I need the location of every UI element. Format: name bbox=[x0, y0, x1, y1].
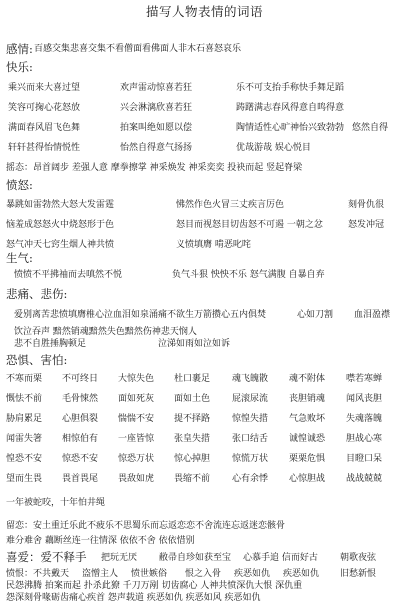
beishang-line: 心如刀割 bbox=[297, 310, 334, 320]
beishang-line: 爱别离苦悲愤填膺椎心泣血泪如泉涌痛不欲生万箭攒心五内俱焚 bbox=[14, 310, 267, 320]
fenkai-line: 疾恶如仇 bbox=[283, 569, 320, 579]
liulian-line: 留恋：安土重迁乐此不疲乐不思蜀乐而忘返恋恋不舍流连忘返迷恋骸骨 bbox=[6, 521, 286, 531]
shentai-line: 摇态：昂首阔步 差强人意 摩拳擦掌 神采焕发 神采奕奕 投袂而起 竖起脊梁 bbox=[6, 163, 303, 173]
kongju-word: 惊心掉胆 bbox=[174, 454, 211, 464]
fenkai-line: 民怨沸腾 拍案而起 扑杀此獠 千刀万剐 切齿腐心 人神共愤深仇大恨 深仇重 bbox=[6, 581, 303, 591]
kongju-word: 不可终日 bbox=[62, 374, 99, 384]
shengqi-line: 愤愤不平拂袖而去嗔然不悦 bbox=[14, 270, 123, 280]
xiai-line: 朝歌夜弦 bbox=[340, 553, 377, 563]
kongju-word: 惊恐不安 bbox=[62, 454, 99, 464]
fennu-word: 暴跳如雷勃然大怒大发雷霆 bbox=[6, 200, 115, 210]
shengqi-line: 负气斗狠 怏怏不乐 怒气满腹 自暴自弃 bbox=[172, 270, 325, 280]
kuaile-word: 满面春风眉飞色舞 bbox=[8, 123, 81, 133]
kongju-word: 张皇失措 bbox=[174, 434, 211, 444]
kongju-word: 失魂落魄 bbox=[346, 414, 383, 424]
kongju-word: 心惊胆战 bbox=[289, 474, 326, 484]
xiai-line: 心慕手追 信而好古 bbox=[243, 553, 318, 563]
kongju-word: 气急败坏 bbox=[289, 414, 326, 424]
fennu-word: 恼羞成怒怒火中烧怒形于色 bbox=[6, 220, 115, 230]
kuaile-word: 笑容可掬心花怒放 bbox=[8, 103, 81, 113]
liulian-line: 难分难舍 藕断丝连一往情深 依依不舍 依依惜别 bbox=[6, 536, 195, 546]
kongju-word: 畏敌如虎 bbox=[118, 474, 155, 484]
kongju-word: 惶恐不安 bbox=[6, 454, 43, 464]
kongju-word: 惊惶失措 bbox=[232, 414, 269, 424]
fenkai-line: 愤恨：不共戴天 bbox=[6, 569, 70, 579]
fennu-word: 怫然作色火冒三丈疾言厉色 bbox=[176, 200, 285, 210]
kongju-word: 惊恐万状 bbox=[118, 454, 155, 464]
section-heading-beishang: 悲痛、悲伤: bbox=[6, 287, 68, 301]
kuaile-word: 踌躇满志春风得意自鸣得意 bbox=[236, 103, 345, 113]
kongju-word: 丧胆销魂 bbox=[289, 394, 326, 404]
fennu-word: 义愤填膺 啃恶叱咤 bbox=[176, 240, 251, 250]
kuaile-word: 拍案叫绝如愿以偿 bbox=[120, 123, 193, 133]
xiai-line: 敝帚自珍如获至宝 bbox=[159, 553, 232, 563]
kuaile-word: 优哉游哉 娱心悦目 bbox=[236, 143, 311, 153]
fenkai-line: 旧愁新恨 bbox=[340, 569, 377, 579]
beishang-line: 饮泣吞声 黯然销魂黯然失色黯然伤神悲天悯人 bbox=[14, 327, 197, 337]
kongju-word: 毛骨悚然 bbox=[62, 394, 99, 404]
section-heading-kongju: 恐惧、害怕: bbox=[6, 353, 68, 367]
fennu-word: 刻骨仇很 bbox=[348, 200, 385, 210]
ganqing-line: 百感交集悲喜交集不看僧面看佛面人非木石喜怒哀乐 bbox=[34, 44, 242, 54]
kuaile-word: 陶情适性心旷神怡兴致勃勃 bbox=[236, 123, 345, 133]
xiai-line: 把玩无厌 bbox=[101, 553, 138, 563]
kongju-word: 胁肩累足 bbox=[6, 414, 43, 424]
section-heading-shengqi: 生气: bbox=[6, 251, 33, 265]
kongju-extra: 一年被蛇咬，十年怕井绳 bbox=[6, 498, 106, 508]
section-heading-kuaile: 快乐: bbox=[6, 60, 33, 74]
kongju-word: 惊慌万状 bbox=[232, 454, 269, 464]
page-title: 描写人物表情的词语 bbox=[146, 4, 264, 19]
fennu-word: 怒目而视怒目切齿怒不可遏 一朝之忿 bbox=[176, 220, 323, 230]
kongju-word: 一座皆惊 bbox=[118, 434, 155, 444]
kuaile-word: 悠然自得 bbox=[352, 123, 389, 133]
kongju-word: 畏首畏尾 bbox=[62, 474, 99, 484]
kongju-word: 面如死灰 bbox=[118, 394, 155, 404]
fennu-word: 怒发冲冠 bbox=[348, 220, 385, 230]
kongju-word: 战战兢兢 bbox=[346, 474, 383, 484]
fenkai-line: 疾恶如仇 bbox=[234, 569, 271, 579]
beishang-line: 悲不自胜捶胸顿足 bbox=[14, 339, 87, 349]
section-heading-ganqing: 感情: bbox=[6, 42, 33, 56]
kongju-word: 慨怯不前 bbox=[6, 394, 43, 404]
kongju-word: 不寒而栗 bbox=[6, 374, 43, 384]
fenkai-line: 盗憎主人 bbox=[82, 569, 119, 579]
kuaile-word: 乐不可支抬手称快手舞足蹈 bbox=[236, 83, 345, 93]
kongju-word: 张口结舌 bbox=[232, 434, 269, 444]
kongju-word: 噤若寒蝉 bbox=[346, 374, 383, 384]
kongju-word: 惴惴不安 bbox=[118, 414, 155, 424]
kuaile-word: 乘兴而来大喜过望 bbox=[8, 83, 81, 93]
kongju-word: 提不择路 bbox=[174, 414, 211, 424]
fenkai-line: 愤世嫉俗 bbox=[131, 569, 168, 579]
fenkai-line: 恨之入骨 bbox=[185, 569, 222, 579]
kongju-word: 望而生畏 bbox=[6, 474, 43, 484]
section-heading-fennu: 愤怒: bbox=[6, 178, 33, 192]
kongju-word: 心有余悸 bbox=[232, 474, 269, 484]
kongju-word: 魂飞魄散 bbox=[232, 374, 269, 384]
fennu-word: 怒气冲天七窍生烟人神共愤 bbox=[6, 240, 115, 250]
kongju-word: 大惊失色 bbox=[118, 374, 155, 384]
beishang-line: 血泪盈襟 bbox=[354, 310, 391, 320]
kuaile-word: 欢声雷动惊喜若狂 bbox=[120, 83, 193, 93]
kongju-word: 诚惶诚恐 bbox=[289, 434, 326, 444]
kongju-word: 心胆俱裂 bbox=[62, 414, 99, 424]
kongju-word: 魂不附体 bbox=[289, 374, 326, 384]
kongju-word: 目瞪口呆 bbox=[346, 454, 383, 464]
fenkai-line: 怨深刻骨喙砺齿痛心疾首 怨声载道 疾恶如仇 疾恶如风 疾恶如仇 bbox=[6, 593, 261, 603]
kongju-word: 畏缩不前 bbox=[174, 474, 211, 484]
kongju-word: 面如土色 bbox=[174, 394, 211, 404]
kongju-word: 胆战心寒 bbox=[346, 434, 383, 444]
kongju-word: 闻雷失箸 bbox=[6, 434, 43, 444]
kuaile-word: 怡然自得意气扬扬 bbox=[120, 143, 193, 153]
kuaile-word: 兴会淋漓欣喜若狂 bbox=[120, 103, 193, 113]
kongju-word: 相惊伯有 bbox=[62, 434, 99, 444]
beishang-line: 泣涕如雨如泣如诉 bbox=[158, 339, 231, 349]
kongju-word: 屁滚尿流 bbox=[232, 394, 269, 404]
kongju-word: 杜口裹足 bbox=[174, 374, 211, 384]
kongju-word: 栗栗危惧 bbox=[289, 454, 326, 464]
xiai-line: 喜爱：爱不释手 bbox=[6, 550, 87, 564]
kongju-word: 闻风丧胆 bbox=[346, 394, 383, 404]
kuaile-word: 轩轩甚得怡情悦性 bbox=[8, 143, 81, 153]
